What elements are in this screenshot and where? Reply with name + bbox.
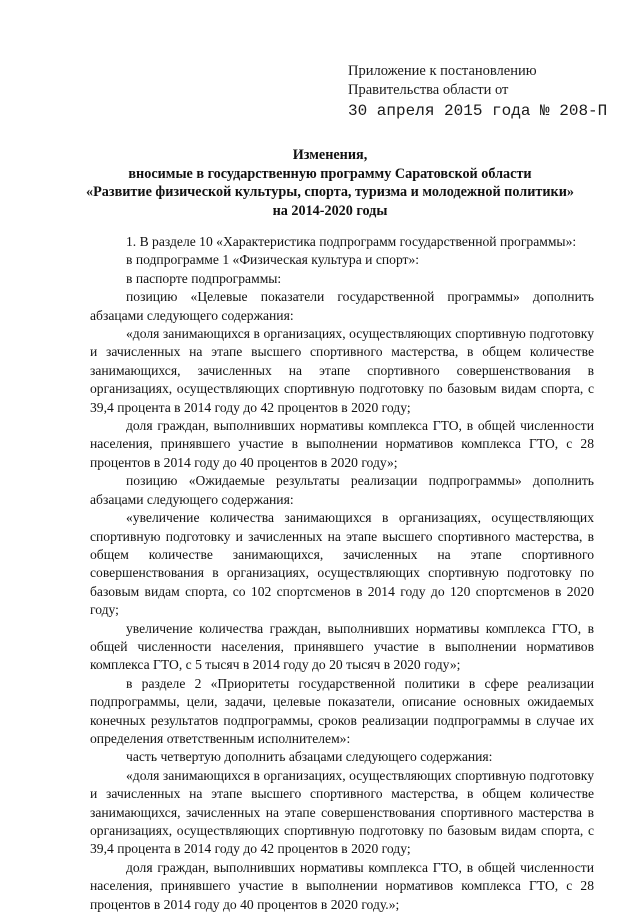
- title-line-2: вносимые в государственную программу Саратовской области: [128, 165, 532, 182]
- document-title: [60, 146, 600, 220]
- header-line-1: Приложение к постановлению: [348, 63, 537, 79]
- paragraph: в паспорте подпрограммы:: [126, 270, 282, 286]
- header-line-2: Правительства области от: [348, 82, 509, 98]
- paragraph: позицию «Ожидаемые результаты реализации подпрограммы» дополнить абзацами следующего содержания:: [90, 473, 594, 507]
- paragraph: увеличение количества граждан, выполнивших нормативы комплекса ГТО, в общей численности населения, принявшего участие в выполнении нормативов комплекса ГТО, с 5 тысяч в 2014 году до 20 тысяч в 2020 году»;: [90, 620, 594, 673]
- title-line-1: Изменения,: [292, 147, 368, 163]
- paragraph: в разделе 2 «Приоритеты государственной политики в сфере реализации подпрограммы, цели, задачи, целевые показатели, описание основных ожидаемых конечных результатов подпрограммы, сроков реализации подпрограммы в случае их определения ответственным исполнителем»:: [90, 675, 594, 746]
- title-line-3: «Развитие физической культуры, спорта, туризма и молодежной политики»: [86, 184, 574, 200]
- document-body: [90, 233, 594, 914]
- paragraph: «увеличение количества занимающихся в организациях, осуществляющих спортивную подготовку и зачисленных на этапе высшего спортивного мастерства, в общем количестве занимающихся, зачисленных на этапе спортивного совершенствования в организациях, осуществляющих спортивную подготовку по базовым видам спорта, со 102 спортсменов в 2014 году до 120 спортсменов в 2020 году;: [90, 510, 594, 618]
- paragraph: в подпрограмме 1 «Физическая культура и спорт»:: [126, 252, 420, 268]
- paragraph: доля граждан, выполнивших нормативы комплекса ГТО, в общей численности населения, принявшего участие в выполнении нормативов комплекса ГТО, с 28 процентов в 2014 году до 40 процентов в 2020 году»;: [90, 418, 594, 470]
- paragraph: 1. В разделе 10 «Характеристика подпрограмм государственной программы»:: [126, 234, 577, 249]
- paragraph: доля граждан, выполнивших нормативы комплекса ГТО, в общей численности населения, принявшего участие в выполнении нормативов комплекса ГТО, с 28 процентов в 2014 году до 40 процентов в 2020 году.»;: [90, 859, 594, 912]
- header-line-3: 30 апреля 2015 года № 208-П: [348, 102, 608, 120]
- paragraph: часть четвертую дополнить абзацами следующего содержания:: [126, 749, 493, 765]
- appendix-header: [348, 62, 607, 122]
- paragraph: «доля занимающихся в организациях, осуществляющих спортивную подготовку и зачисленных на этапе высшего спортивного мастерства, в общем количестве занимающихся, зачисленных на этапе спортивного совершенствования в организациях, осуществляющих спортивную подготовку по базовым видам спорта, с 39,4 процента в 2014 году до 42 процентов в 2020 году;: [90, 326, 594, 415]
- paragraph: «доля занимающихся в организациях, осуществляющих спортивную подготовку и зачисленных на этапе высшего спортивного мастерства, в общем количестве занимающихся, зачисленных на этапе совершенствования спортивного мастерства в организациях, осуществляющих спортивную подготовку по базовым видам спорта, с 39,4 процента в 2014 году до 42 процентов в 2020 году;: [90, 767, 594, 857]
- paragraph: позицию «Целевые показатели государственной программы» дополнить абзацами следующего содержания:: [90, 289, 594, 323]
- title-line-4: на 2014-2020 годы: [272, 202, 388, 219]
